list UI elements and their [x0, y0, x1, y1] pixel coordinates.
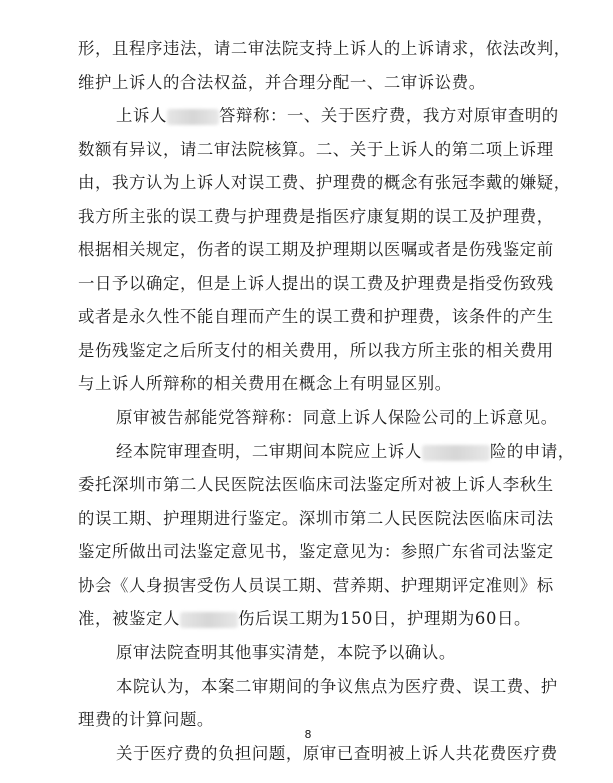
text-line: 的误工期、护理期进行鉴定。深圳市第二人民医院法医临床司法	[78, 509, 554, 528]
text-line: 数额有异议，请二审法院核算。二、关于上诉人的第二项上诉理	[78, 140, 554, 159]
text-line: 协会《人身损害受伤人员误工期、营养期、护理期评定准则》标	[78, 576, 554, 595]
text-line: 由，我方认为上诉人对误工费、护理费的概念有张冠李戴的嫌疑，	[78, 173, 571, 192]
text-line: 我方所主张的误工费与护理费是指医疗康复期的误工及护理费，	[78, 207, 554, 226]
redaction-blur	[167, 109, 219, 125]
text-segment: 上诉人	[116, 106, 167, 125]
text-line: 与上诉人所辩称的相关费用在概念上有明显区别。	[78, 374, 452, 393]
text-segment: 答辩称：一、关于医疗费，我方对原审查明的	[218, 106, 559, 125]
text-line: 理费的计算问题。	[78, 710, 214, 729]
text-line	[116, 440, 575, 464]
text-line: 委托深圳市第二人民医院法医临床司法鉴定所对被上诉人李秋生	[78, 475, 554, 494]
text-segment: 险的申请，	[489, 442, 575, 461]
text-line: 根据相关规定，伤者的误工期及护理期以医嘱或者是伤残鉴定前	[78, 240, 554, 259]
text-line: 是伤残鉴定之后所支付的相关费用，所以我方所主张的相关费用	[78, 341, 554, 360]
text-line: 原审法院查明其他事实清楚，本院予以确认。	[116, 643, 456, 662]
text-line: 一日予以确定，但是上诉人提出的误工费及护理费是指受伤致残	[78, 274, 554, 293]
text-segment: 伤后误工期为150日，护理期为60日。	[237, 609, 531, 628]
redaction-blur	[422, 445, 490, 461]
text-line: 原审被告郝能党答辩称：同意上诉人保险公司的上诉意见。	[116, 408, 558, 427]
page-number: 8	[304, 728, 312, 741]
text-line: 鉴定所做出司法鉴定意见书，鉴定意见为：参照广东省司法鉴定	[78, 542, 554, 561]
redaction-blur	[180, 612, 238, 628]
text-line	[78, 607, 548, 631]
text-line: 或者是永久性不能自理而产生的误工费和护理费，该条件的产生	[78, 307, 554, 326]
text-line: 关于医疗费的负担问题，原审已查明被上诉人共花费医疗费	[116, 744, 558, 763]
text-segment: 准，被鉴定人	[78, 609, 180, 628]
text-line: 维护上诉人的合法权益，并合理分配一、二审诉讼费。	[78, 73, 486, 92]
text-line	[116, 104, 559, 128]
text-segment: 经本院审理查明，二审期间本院应上诉人	[116, 442, 422, 461]
text-line: 形，且程序违法，请二审法院支持上诉人的上诉请求，依法改判，	[78, 39, 571, 58]
text-line: 本院认为，本案二审期间的争议焦点为医疗费、误工费、护	[116, 677, 558, 696]
